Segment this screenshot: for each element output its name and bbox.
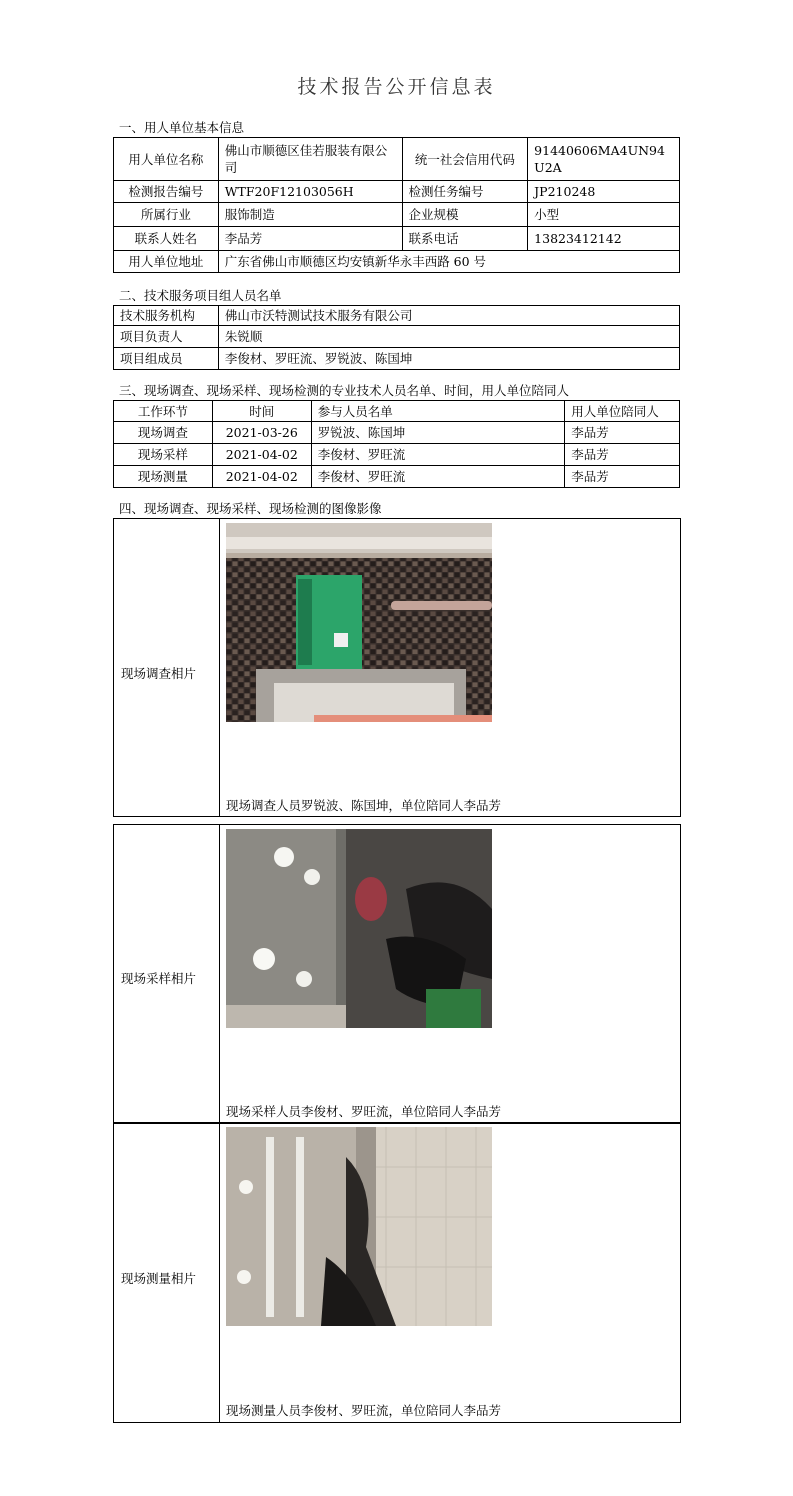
table-row (114, 466, 680, 488)
measurement-photo-image (226, 1127, 492, 1326)
cell: 现场调查 (114, 422, 213, 444)
cell-value: 广东省佛山市顺德区均安镇新华永丰西路 60 号 (218, 251, 679, 273)
cell-value: 13823412142 (528, 227, 680, 251)
cell-value: 李俊材、罗旺流、罗锐波、陈国坤 (218, 348, 679, 370)
cell: 2021-03-26 (212, 422, 311, 444)
table-row (114, 306, 680, 326)
photo-caption: 现场调查人员罗锐波、陈国坤，单位陪同人李品芳 (226, 798, 502, 813)
cell-label: 所属行业 (114, 203, 219, 227)
column-header: 工作环节 (114, 401, 213, 422)
cell: 现场采样 (114, 444, 213, 466)
team-table (113, 305, 680, 370)
cell-value: 佛山市沃特测试技术服务有限公司 (218, 306, 679, 326)
onsite-staff-table (113, 400, 680, 488)
cell-label: 联系人姓名 (114, 227, 219, 251)
cell: 罗锐波、陈国坤 (311, 422, 564, 444)
column-header: 用人单位陪同人 (565, 401, 680, 422)
survey-photo (226, 523, 492, 722)
table-header-row (114, 401, 680, 422)
cell: 现场测量 (114, 466, 213, 488)
table-row (114, 138, 680, 181)
table-row (114, 251, 680, 273)
table-row (114, 227, 680, 251)
survey-photo-image (226, 523, 492, 722)
cell: 2021-04-02 (212, 466, 311, 488)
measurement-photo (226, 1127, 492, 1326)
cell-value: 朱锐顺 (218, 326, 679, 348)
table-row (114, 326, 680, 348)
cell-value: 佛山市顺德区佳若服装有限公司 (218, 138, 402, 181)
cell: 2021-04-02 (212, 444, 311, 466)
cell-label: 检测报告编号 (114, 181, 219, 203)
table-row (114, 348, 680, 370)
sampling-photo-image (226, 829, 492, 1028)
cell-label: 联系电话 (402, 227, 528, 251)
cell-label: 项目组成员 (114, 348, 219, 370)
cell-value: 李品芳 (218, 227, 402, 251)
cell-label: 项目负责人 (114, 326, 219, 348)
cell-divider (219, 518, 220, 816)
cell-value: 91440606MA4UN94U2A (528, 138, 680, 181)
table-row (114, 422, 680, 444)
cell: 李品芳 (565, 444, 680, 466)
cell: 李品芳 (565, 466, 680, 488)
section1-heading: 一、用人单位基本信息 (119, 120, 245, 135)
page-title: 技术报告公开信息表 (297, 76, 496, 98)
cell: 李品芳 (565, 422, 680, 444)
basic-info-table (113, 137, 680, 273)
column-header: 参与人员名单 (311, 401, 564, 422)
cell-label: 统一社会信用代码 (402, 138, 528, 181)
section4-heading: 四、现场调查、现场采样、现场检测的图像影像 (119, 501, 382, 516)
photo-caption: 现场采样人员李俊材、罗旺流，单位陪同人李品芳 (226, 1104, 502, 1119)
cell: 李俊材、罗旺流 (311, 444, 564, 466)
column-header: 时间 (212, 401, 311, 422)
section2-heading: 二、技术服务项目组人员名单 (119, 288, 282, 303)
cell-label: 技术服务机构 (114, 306, 219, 326)
cell-label: 企业规模 (402, 203, 528, 227)
cell-value: 小型 (528, 203, 680, 227)
table-row (114, 203, 680, 227)
photo-caption: 现场测量人员李俊材、罗旺流，单位陪同人李品芳 (226, 1403, 502, 1418)
table-row (114, 444, 680, 466)
cell-label: 用人单位地址 (114, 251, 219, 273)
photo-label: 现场采样相片 (121, 971, 197, 986)
section3-heading: 三、现场调查、现场采样、现场检测的专业技术人员名单、时间，用人单位陪同人 (119, 383, 570, 398)
table-row (114, 181, 680, 203)
cell-value: WTF20F12103056H (218, 181, 402, 203)
cell-label: 用人单位名称 (114, 138, 219, 181)
sampling-photo (226, 829, 492, 1028)
cell-value: JP210248 (528, 181, 680, 203)
cell-label: 检测任务编号 (402, 181, 528, 203)
cell: 李俊材、罗旺流 (311, 466, 564, 488)
photo-label: 现场测量相片 (121, 1271, 197, 1286)
photo-label: 现场调查相片 (121, 666, 197, 681)
cell-value: 服饰制造 (218, 203, 402, 227)
